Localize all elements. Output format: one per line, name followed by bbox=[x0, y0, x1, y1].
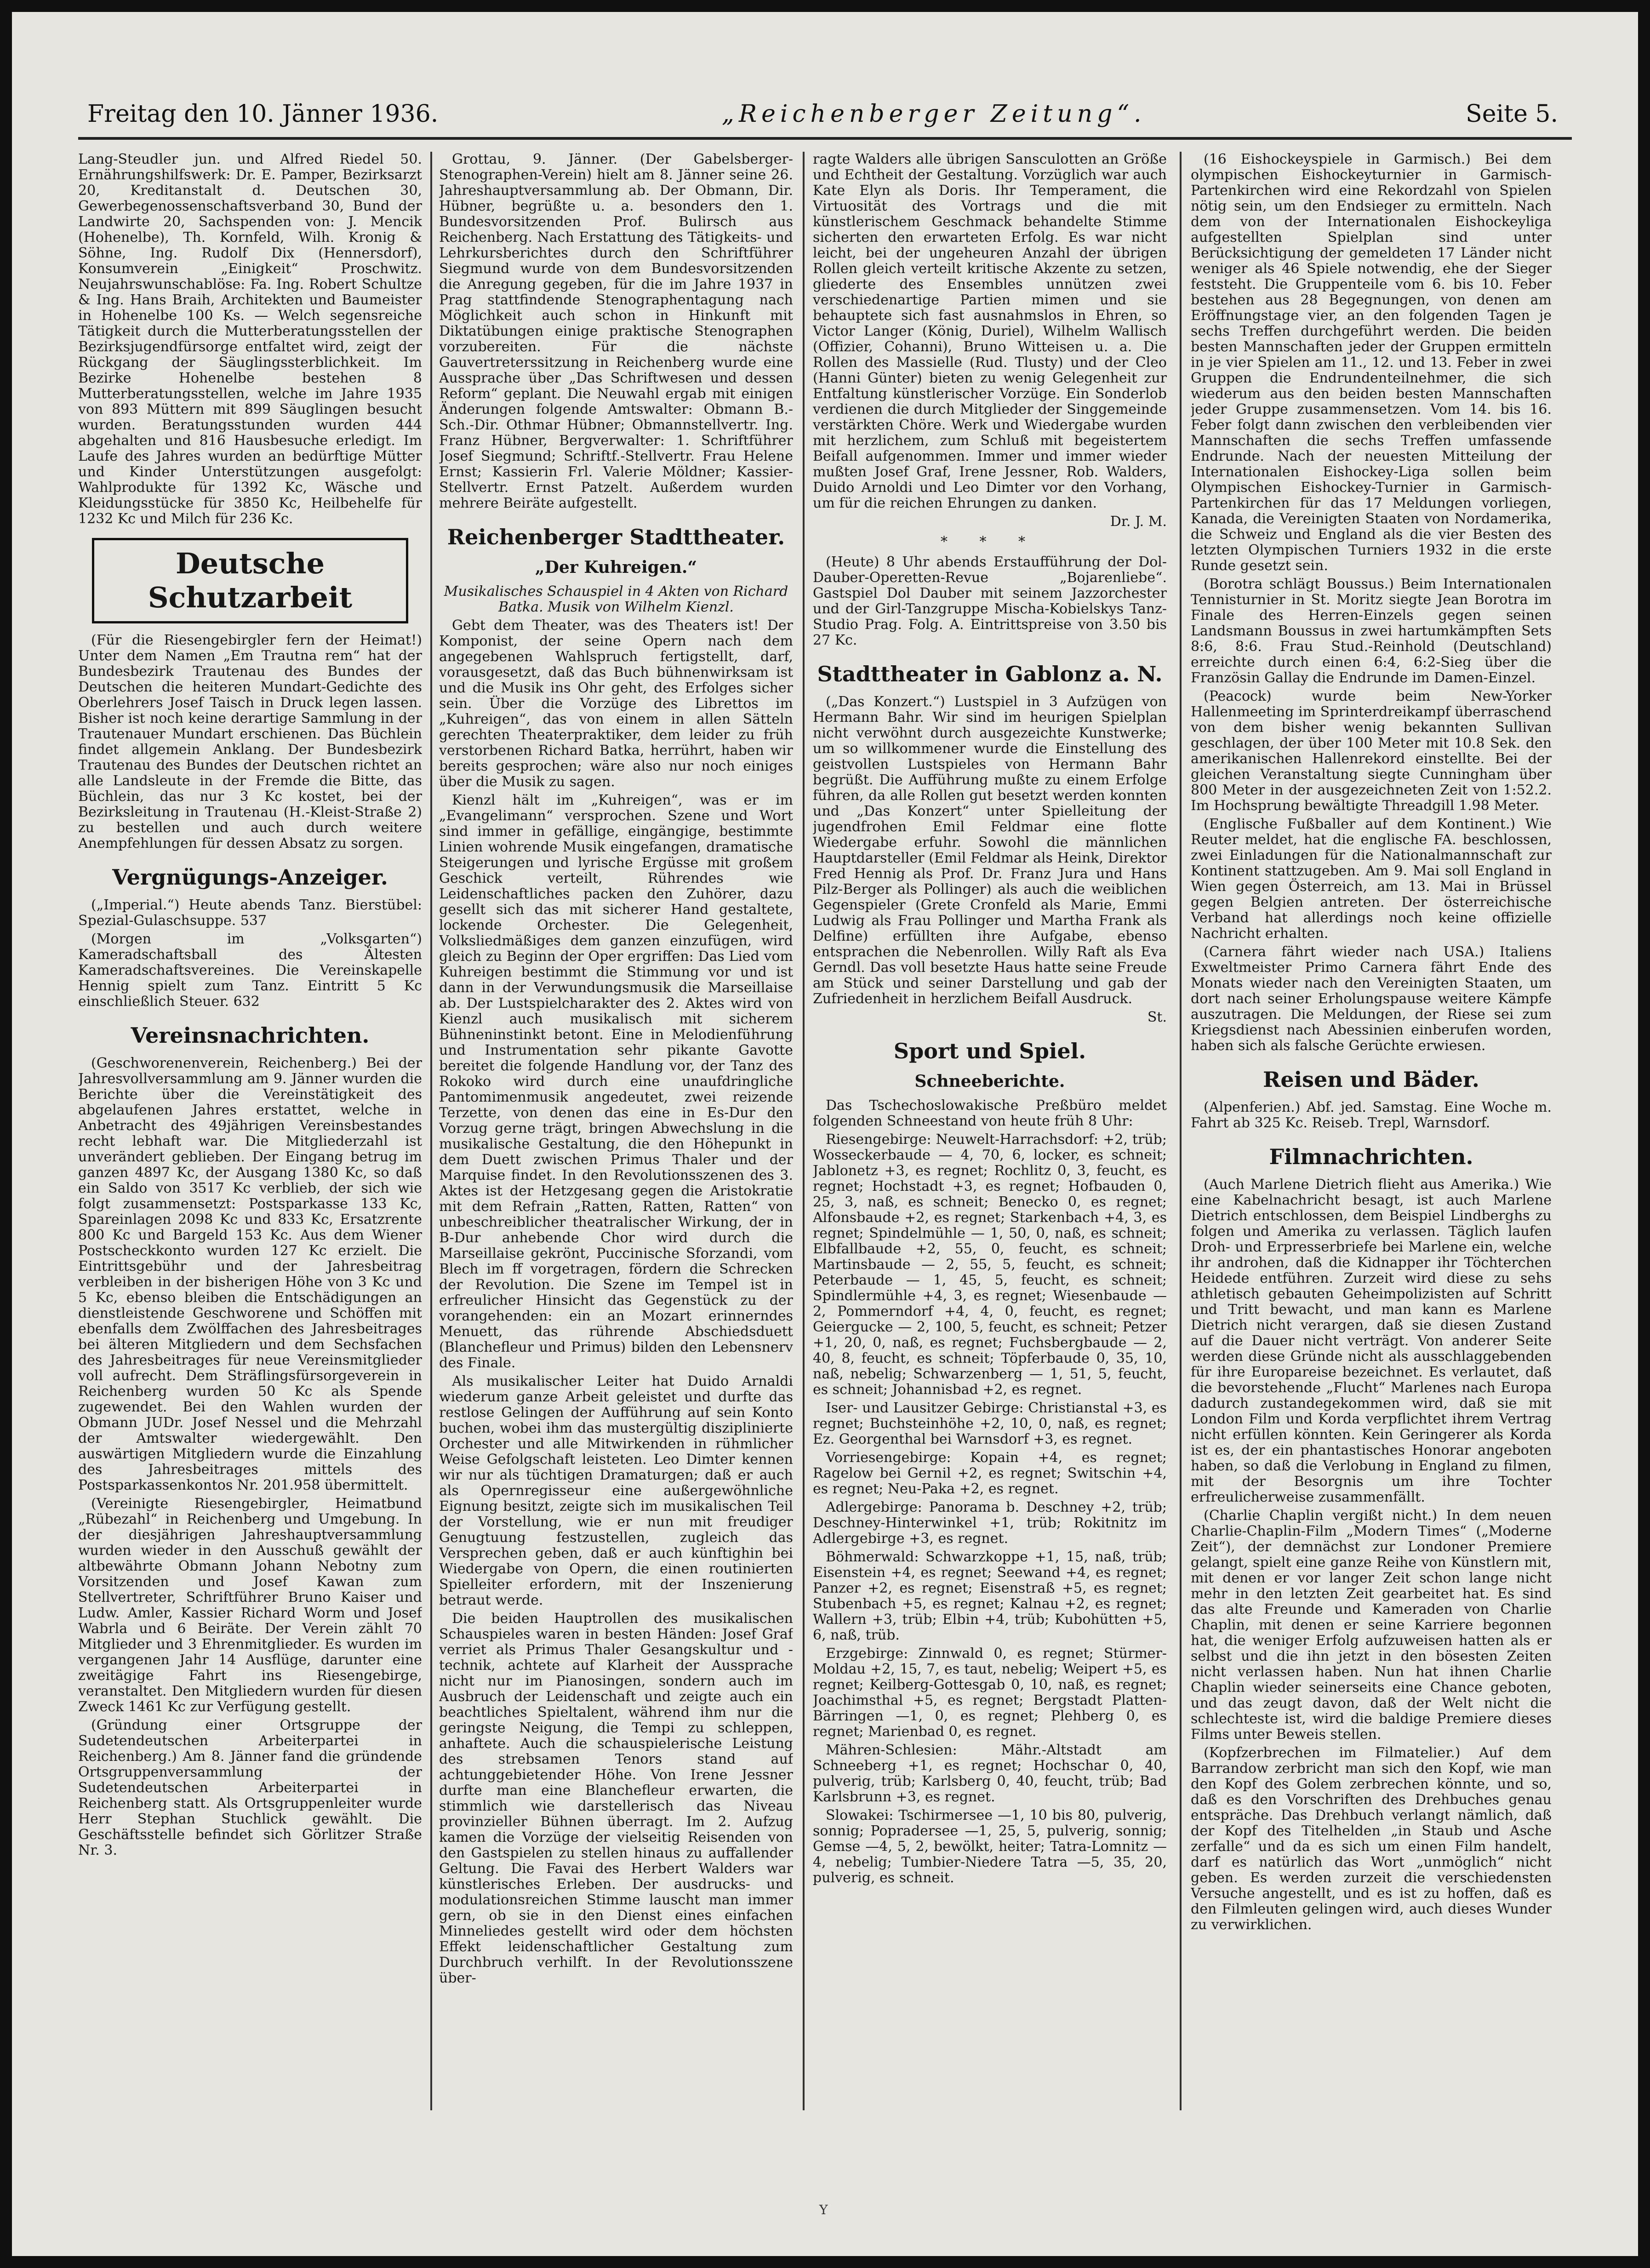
column-4 bbox=[1191, 152, 1552, 2110]
section-subheading: Schneeberichte. bbox=[914, 1072, 1065, 1091]
header-paper-name: „Reichenberger Zeitung“. bbox=[722, 100, 1146, 128]
article-paragraph: Als musikalischer Leiter hat Duido Arnaldi wiederum ganze Arbeit geleistet und durfte das restlose Gelingen der Aufführung auf sein Konto buchen, wobei ihm das mustergültig disziplinierte Orchester und alle Mitwirkenden in rühmlicher Weise Gefolgschaft leisteten. Leo Dimter kennen wir nur als tüchtigen Dramaturgen; daß er auch als Opernregisseur eine außergewöhnliche Eignung besitzt, zeigte sich im musikalischen Teil der Vorstellung, wie er nun mit freudiger Genugtuung festzustellen, zugleich das Versprechen geben, daß er auch künftighin bei Wiedergabe von Opern, die einen routinierten Spielleiter erfordern, mit der Inszenierung betraut werde. bbox=[439, 1373, 793, 1608]
snow-report: Iser- und Lausitzer Gebirge: Christianstal +3, es regnet; Buchsteinhöhe +2, 10, 0, naß, es regnet; Ez. Georgenthal bei Warnsdorf +3, es regnet. bbox=[813, 1400, 1167, 1447]
article-paragraph: („Das Konzert.“) Lustspiel in 3 Aufzügen von Hermann Bahr. Wir sind im heurigen Spielplan nicht verwöhnt durch ausgezeichte Kunstwerke; um so willkommener wurde die Einstellung des geistvollen Lustspieles von Hermann Bahr begrüßt. Die Aufführung mußte zu einem Erfolge führen, da alle Rollen gut besetzt werden konnten und „Das Konzert“ unter Spielleitung der jugendfrohen Emil Feldmar eine flotte Wiedergabe erfuhr. Sowohl die männlichen Hauptdarsteller (Emil Feldmar als Heink, Direktor Fred Hennig als Prof. Dr. Franz Jura und Hans Pilz-Berger als Pollinger) als auch die weiblichen Gegenspieler (Grete Cronfeld als Marie, Emmi Ludwig als Frau Pollinger und Martha Frank als Delfine) erfüllten ihre Aufgabe, ebenso entsprachen die Nebenrollen. Willy Raft als Eva Gerndl. Das voll besetzte Haus hatte seine Freude am Stück und seiner Darstellung und gab der Zufriedenheit in herzlichem Beifall Ausdruck. bbox=[813, 694, 1167, 1007]
article-paragraph: (Carnera fährt wieder nach USA.) Italiens Exweltmeister Primo Carnera fährt Ende des Monats wieder nach den Vereinigten Staaten, um dort nach seiner Erholungspause weitere Kämpfe auszutragen. Die Meldungen, der Riese sei zum Kriegsdienst nach Abessinien einberufen worden, haben sich als falsche Gerüchte erwiesen. bbox=[1191, 944, 1552, 1054]
snow-report: Slowakei: Tschirmersee —1, 10 bis 80, pulverig, sonnig; Popradersee —1, 25, 5, pulverig, sonnig; Gemse —4, 5, 2, bewölkt, heiter; Tatra-Lomnitz —4, nebelig; Tumbier-Niedere Tatra —5, 35, 20, pulverig, es schneit. bbox=[813, 1807, 1167, 1886]
section-heading: Filmnachrichten. bbox=[1269, 1144, 1473, 1169]
column-1 bbox=[78, 152, 422, 2110]
credit-line: Musikalisches Schauspiel in 4 Akten von Richard Batka. Musik von Wilhelm Kienzl. bbox=[444, 583, 788, 615]
article-paragraph: Das Tschechoslowakische Preßbüro meldet folgenden Schneestand von heute früh 8 Uhr: bbox=[813, 1097, 1167, 1129]
article-paragraph: (Charlie Chaplin vergißt nicht.) In dem neuen Charlie-Chaplin-Film „Modern Times“ („Moderne Zeit“), der demnächst zur Londoner Premiere gelangt, spielt eine ganze Reihe von Künstlern mit, mit denen er vor langer Zeit schon lange nicht mehr in den letzten Zeit gearbeitet hat. Es sind das alte Freunde und Kameraden von Charlie Chaplin, mit denen er seine Karriere begonnen hat, die weniger Erfolg aufzuweisen hatten als er selbst und die ihn jetzt in den bösesten Zeiten nicht verlassen haben. Nun hat ihnen Charlie Chaplin wieder seinerseits eine Chance geboten, und das zeugt davon, daß der Welt nicht die schlechteste ist, wird die baldige Premiere dieses Films unter Beweis stellen. bbox=[1191, 1508, 1552, 1742]
column-2 bbox=[439, 152, 793, 2110]
listing-paragraph: (Morgen im „Volksgarten“) Kameradschaftsball des Ältesten Kameradschaftsvereines. Die Vereinskapelle Hennig spielt zum Tanz. Eintritt 5 Kc einschließlich Steuer. 632 bbox=[78, 931, 422, 1010]
article-paragraph: (Englische Fußballer auf dem Kontinent.) Wie Reuter meldet, hat die englische FA. beschlossen, zwei Einladungen für die Nationalmannschaft zur Kontinent stattzugeben. Am 9. Mai soll England in Wien gegen Österreich, am 13. Mai in Brüssel gegen Belgien antreten. Der österreichische Verband hat allerdings noch keine offizielle Nachricht erhalten. bbox=[1191, 816, 1552, 942]
article-paragraph: (Peacock) wurde beim New-Yorker Hallenmeeting im Sprinterdreikampf überraschend von dem bisher wenig bekannten Sullivan geschlagen, der über 100 Meter mit 10.8 Sek. den amerikanischen Hallenrekord einstellte. Bei der gleichen Veranstaltung siegte Cunningham über 800 Meter in der ausgezeichneten Zeit von 1:52.2. Im Hochsprung bewältigte Threadgill 1.98 Meter. bbox=[1191, 688, 1552, 814]
article-paragraph: (Für die Riesengebirgler fern der Heimat!) Unter dem Namen „Em Trautna rem“ hat der Bundesbezirk Trautenau des Bundes der Deutschen die heiteren Mundart-Gedichte des Oberlehrers Josef Taisch in Druck legen lassen. Bisher ist noch keine derartige Sammlung in der Trautenauer Mundart erschienen. Das Büchlein findet allgemein Anklang. Der Bundesbezirk Trautenau des Bundes der Deutschen richtet an alle Landsleute in der Fremde die Bitte, das Büchlein, das nur 3 Kc kostet, bei der Bezirksleitung in Trautenau (H.-Kleist-Straße 2) zu bestellen und auch durch weitere Anempfehlungen für dessen Absatz zu sorgen. bbox=[78, 632, 422, 851]
author-signature: St. bbox=[1147, 1009, 1167, 1025]
snow-report: Erzgebirge: Zinnwald 0, es regnet; Stürmer-Moldau +2, 15, 7, es taut, nebelig; Weipert +5, es regnet; Keilberg-Gottesgab 0, 10, naß, es regnet; Joachimsthal +5, es regnet; Bergstadt Platten-Bärringen —1, 0, es regnet; Plehberg 0, es regnet; Marienbad 0, es regnet. bbox=[813, 1645, 1167, 1740]
header-rule bbox=[78, 137, 1572, 140]
author-signature: Dr. J. M. bbox=[1110, 514, 1167, 530]
article-paragraph: (Alpenferien.) Abf. jed. Samstag. Eine Woche m. Fahrt ab 325 Kc. Reiseb. Trepl, Warnsdorf. bbox=[1191, 1099, 1552, 1131]
snow-report: Mähren-Schlesien: Mähr.-Altstadt am Schneeberg +1, es regnet; Hochschar 0, 40, pulverig, trüb; Karlsberg 0, 40, feucht, trüb; Bad Karlsbrunn +3, es regnet. bbox=[813, 1742, 1167, 1805]
article-paragraph: Kienzl hält im „Kuhreigen“, was er im „Evangelimann“ versprochen. Szene und Wort sind immer in gefällige, eingängige, bestimmte Linien wohrende Musik eingefangen, dramatische Steigerungen und lyrische Ergüsse mit großem Geschick verteilt, Rührendes wie Leidenschaftliches packen den Zuhörer, dazu gesellt sich das mit sicherer Hand gestaltete, lockende Orchester. Die Gelegenheit, Volksliedmäßiges dem ganzen einzufügen, wird gleich zu Beginn der Oper ergriffen: Das Lied vom Kuhreigen bestimmt die Stimmung vor und ist dann in der Verwundungsmusik die Marseillaise ab. Der Lustspielcharakter des 2. Aktes wird von Kienzl auch musikalisch mit sicherem Bühneninstinkt betont. Eine in Melodienführung und Instrumentation sehr pikante Gavotte bereitet die folgende Handlung vor, der Tanz des Rokoko wird durch eine unaufdringliche Pantomimenmusik angedeutet, zwei reizende Terzette, von denen das eine in Es-Dur den Vorzug gerne trägt, bringen Abwechslung in die musikalische Gestaltung, die den Höhepunkt in dem Duett zwischen Primus Thaler und der Marquise findet. In den Revolutionsszenen des 3. Aktes ist der Hetzgesang gegen die Aristokratie mit dem Refrain „Ratten, Ratten, Ratten“ von unbeschreiblicher theatralischer Wirkung, der in B-Dur anhebende Chor wird durch die Marseillaise gekrönt, Puccinische Sforzandi, vom Blech im ff vorgetragen, fördern die Schrecken der Revolution. Die Szene im Tempel ist in erfreulicher Hinsicht das Gegenstück zu der vorangehenden: ein an Mozart erinnerndes Menuett, das rührende Abschiedsduett (Blanchefleur und Primus) bilden den Lebensnerv des Finale. bbox=[439, 792, 793, 1371]
section-heading: Stadttheater in Gablonz a. N. bbox=[817, 662, 1163, 686]
footer-mark: Y bbox=[819, 2202, 828, 2217]
article-paragraph: (Vereinigte Riesengebirgler, Heimatbund „Rübezahl“ in Reichenberg und Umgebung. In der diesjährigen Jahreshauptversammlung wurden wieder in den Ausschuß gewählt der altbewährte Obmann Johann Nebotny zum Vorsitzenden und Josef Kawan zum Stellvertreter, Schriftführer Bruno Kaiser und Ludw. Amler, Kassier Richard Worm und Josef Wabrla und 6 Beiräte. Der Verein zählt 70 Mitglieder und 3 Ehrenmitglieder. Es wurden im vergangenen Jahr 14 Ausflüge, darunter eine zweitägige Fahrt ins Riesengebirge, veranstaltet. Den Mitgliedern wurden für diesen Zweck 1461 Kc zur Verfügung gestellt. bbox=[78, 1496, 422, 1715]
section-heading: Vereinsnachrichten. bbox=[131, 1023, 370, 1048]
article-paragraph: Gebt dem Theater, was des Theaters ist! Der Komponist, der seine Opern nach dem angegebenen Wahlspruch fertigstellt, darf, vorausgesetzt, daß das Buch bühnenwirksam ist und die Musik ins Ohr geht, des Erfolges sicher sein. Über die Vorzüge des Librettos im „Kuhreigen“, das von einem in allen Sätteln gerechten Theaterpraktiker, dem leider zu früh verstorbenen Richard Batka, herrührt, haben wir bereits gesprochen; wäre also nur noch einiges über die Musik zu sagen. bbox=[439, 617, 793, 790]
snow-report: Adlergebirge: Panorama b. Deschney +2, trüb; Deschney-Hinterwinkel +1, trüb; Rokitnitz im Adlergebirge +3, es regnet. bbox=[813, 1499, 1167, 1547]
column-divider bbox=[803, 152, 805, 2110]
section-heading: Sport und Spiel. bbox=[893, 1039, 1086, 1063]
article-paragraph: (Geschworenenverein, Reichenberg.) Bei der Jahresvollversammlung am 9. Jänner wurden die Berichte über die Vereinstätigkeit des abgelaufenen Jahres erstattet, welche in Anbetracht des 49jährigen Vereinsbestandes recht lebhaft war. Die Mitgliederzahl ist unverändert geblieben. Der Eingang betrug im ganzen 4897 Kc, der Ausgang 1380 Kc, so daß ein Saldo von 3517 Kc verblieb, der sich wie folgt zusammensetzt: Postsparkasse 133 Kc, Spareinlagen 2098 Kc und 833 Kc, Ersatzrente 800 Kc und Bargeld 153 Kc. Aus dem Wiener Postscheckkonto wurden 127 Kc erzielt. Die Eintrittsgebühr und der Jahresbeitrag verbleiben in der bisherigen Höhe von 3 Kc und 5 Kc, ebenso bleiben die Entschädigungen an dienstleistende Geschworene und Schöffen mit ebenfalls dem Zwölffachen des Jahresbeitrages bei älteren Mitgliedern und dem Sechsfachen des Jahresbeitrages für neue Vereinsmitglieder voll aufrecht. Dem Sträflingsfürsorgeverein in Reichenberg wurden 50 Kc als Spende zugewendet. Bei den Wahlen wurden der Obmann JUDr. Josef Nessel und die Mehrzahl der Amtswalter wiedergewählt. Den auswärtigen Mitgliedern wurde die Einzahlung des Jahresbeitrages mittels des Postsparkassenkontos Nr. 201.958 übermittelt. bbox=[78, 1055, 422, 1493]
header-page-number: Seite 5. bbox=[1466, 100, 1558, 128]
column-3 bbox=[813, 152, 1167, 2110]
separator-stars: * * * bbox=[940, 534, 1039, 550]
article-paragraph: (16 Eishockeyspiele in Garmisch.) Bei dem olympischen Eishockeyturnier in Garmisch-Partenkirchen wird eine Rekordzahl von Spielen nötig sein, um den Endsieger zu ermitteln. Nach dem von der Internationalen Eishockeyliga aufgestellten Spielplan sind unter Berücksichtigung der gemeldeten 17 Länder nicht weniger als 46 Spiele notwendig, ehe der Sieger feststeht. Die Gruppenteile vom 6. bis 10. Feber bestehen aus 28 Begegnungen, von denen am Eröffnungstage vier, an den folgenden Tagen je sechs Treffen durchgeführt werden. Die beiden besten Mannschaften jeder der Gruppen ermitteln in je vier Spielen am 11., 12. und 13. Feber in zwei Gruppen die Endrundenteilnehmer, die sich wiederum aus den beiden besten Mannschaften jeder Gruppe zusammensetzen. Vom 14. bis 16. Feber folgt dann zwischen den verbleibenden vier Mannschaften die sechs Treffen umfassende Endrunde. Nach der neuesten Mitteilung der Internationalen Eishockey-Liga sollen beim Olympischen Eishockey-Turnier in Garmisch-Partenkirchen für das 17 Meldungen vorliegen, Kanada, die Vereinigten Staaten von Nordamerika, die Schweiz und England als die vier Besten des letzten Olympischen Turniers 1932 in die erste Runde gesetzt sein. bbox=[1191, 152, 1552, 574]
section-box-heading: Deutsche Schutzarbeit bbox=[92, 538, 408, 623]
snow-report: Vorriesengebirge: Kopain +4, es regnet; Ragelow bei Gernil +2, es regnet; Switschin +4, es regnet; Neu-Paka +2, es regnet. bbox=[813, 1450, 1167, 1497]
snow-report: Böhmerwald: Schwarzkoppe +1, 15, naß, trüb; Eisenstein +4, es regnet; Seewand +4, es regnet; Panzer +2, es regnet; Eisenstraß +5, es regnet; Stubenbach +5, es regnet; Kalnau +2, es regnet; Wallern +3, trüb; Elbin +4, trüb; Kubohütten +5, 6, naß, trüb. bbox=[813, 1549, 1167, 1643]
page-header bbox=[87, 100, 1558, 136]
article-paragraph: (Heute) 8 Uhr abends Erstaufführung der Dol-Dauber-Operetten-Revue „Bojarenliebe“. Gastspiel Dol Dauber mit seinem Jazzorchester und der Girl-Tanzgruppe Mischa-Kobielskys Tanz-Studio Prag. Folg. A. Eintrittspreise von 3.50 bis 27 Kc. bbox=[813, 554, 1167, 648]
article-paragraph: (Auch Marlene Dietrich flieht aus Amerika.) Wie eine Kabelnachricht besagt, ist auch Marlene Dietrich entschlossen, dem Beispiel Lindberghs zu folgen und Amerika zu verlassen. Täglich laufen Droh- und Erpresserbriefe bei Marlene ein, welche ihr androhen, daß die Kidnapper ihr Töchterchen Heidede entführen. Zurzeit wird diese zu sehs athletisch gebauten Geheimpolizisten auf Schritt und Tritt bewacht, und man kann es Marlene Dietrich nicht verargen, daß sie diesen Zustand auf die Dauer nicht verträgt. Von anderer Seite werden diese Gründe nicht als ausschlaggebenden für ihre Europareise bezeichnet. Es verlautet, daß die bevorstehende „Flucht“ Marlenes nach Europa dadurch zustandegekommen wird, daß sie mit London Film und Korda verpflichtet ihrem Vertrag nicht erfüllen könnten. Kein Geringerer als Korda ist es, der ein phantastisches Honorar angeboten haben, so daß die Verlobung in England zu filmen, mit der Besorgnis um ihre Tochter erfreulicherweise zusammenfällt. bbox=[1191, 1177, 1552, 1505]
section-heading: Reisen und Bäder. bbox=[1263, 1067, 1479, 1092]
article-paragraph: (Borotra schlägt Boussus.) Beim Internationalen Tennisturnier in St. Moritz siegte Jean Borotra im Finale des Herren-Einzels gegen seinen Landsmann Boussus in zwei hartumkämpften Sets 8:6, 8:6. Frau Stud.-Reinhold (Deutschland) erreichte durch einen 6:4, 6:2-Sieg über die Französin Gallay die Endrunde im Damen-Einzel. bbox=[1191, 576, 1552, 686]
section-heading: Vergnügungs-Anzeiger. bbox=[112, 865, 388, 890]
snow-report: Riesengebirge: Neuwelt-Harrachsdorf: +2, trüb; Wosseckerbaude — 4, 70, 6, locker, es schneit; Jablonetz +3, es regnet; Rochlitz 0, 3, feucht, es regnet; Hochstadt +3, es regnet; Hofbauden 0, 25, 3, naß, es schneit; Benecko 0, es regnet; Alfonsbaude +2, es regnet; Starkenbach +4, 3, es regnet; Spindelmühle — 1, 50, 0, naß, es schneit; Elbfallbaude +2, 55, 0, feucht, es schneit; Martinsbaude — 2, 55, 5, feucht, es schneit; Peterbaude — 1, 45, 5, feucht, es schneit; Spindlermühle +4, 3, es regnet; Wiesenbaude — 2, Pommerndorf +4, 4, 0, feucht, es regnet; Geiergucke — 2, 100, 5, feucht, es schneit; Petzer +1, 20, 0, naß, es regnet; Fuchsbergbaude — 2, 40, 8, feucht, es schneit; Töpferbaude 0, 35, 10, naß, nebelig; Schwarzenberg — 1, 51, 5, feucht, es schneit; Johannisbad +2, es regnet. bbox=[813, 1131, 1167, 1398]
article-paragraph: Grottau, 9. Jänner. (Der Gabelsberger-Stenographen-Verein) hielt am 8. Jänner seine 26. Jahreshauptversammlung ab. Der Obmann, Dir. Hübner, begrüßte u. a. besonders den 1. Bundesvorsitzenden Prof. Bulirsch aus Reichenberg. Nach Erstattung des Tätigkeits- und Lehrkursberichtes durch den Schriftführer Siegmund wurde von dem Bundesvorsitzenden die Anregung gegeben, für die im Jahre 1937 in Prag stattfindende Stenographentagung nach Möglichkeit auch schon in Hinkunft mit Diktatübungen einige praktische Stenographen vorzubereiten. Für die nächste Gauvertreterssitzung in Reichenberg wurde eine Aussprache über „Das Schriftwesen und dessen Reform“ geplant. Die Neuwahl ergab mit einigen Änderungen folgende Amtswalter: Obmann B.-Sch.-Dir. Othmar Hübner; Obmannstellvertr. Ing. Franz Hübner, Bergverwalter: 1. Schriftführer Josef Siegmund; Schriftf.-Stellvertr. Frau Helene Ernst; Kassierin Frl. Valerie Möldner; Kassier-Stellvertr. Ernst Patzelt. Außerdem wurden mehrere Beiräte aufgestellt. bbox=[439, 152, 793, 511]
header-date: Freitag den 10. Jänner 1936. bbox=[87, 100, 439, 128]
listing-paragraph: („Imperial.“) Heute abends Tanz. Bierstübel: Spezial-Gulaschsuppe. 537 bbox=[78, 897, 422, 929]
article-paragraph: Lang-Steudler jun. und Alfred Riedel 50. Ernährungshilfswerk: Dr. E. Pamper, Bezirksarzt 20, Kreditanstalt d. Deutschen 30, Gewerbegenossenschaftsverband 30, Bund der Landwirte 20, Sachspenden von: J. Mencik (Hohenelbe), Th. Kornfeld, Wilh. Kronig & Söhne, Ing. Rudolf Dix (Hennersdorf), Konsumverein „Einigkeit“ Proschwitz. Neujahrswunschablöse: Fa. Ing. Robert Schultze & Ing. Hans Braih, Architekten und Baumeister in Hohenelbe 100 Ks. — Welch segensreiche Tätigkeit durch die Mutterberatungsstellen der Bezirksjugendfürsorge entfaltet wird, zeigt der Rückgang der Säuglingssterblichkeit. Im Bezirke Hohenelbe bestehen 8 Mutterberatungsstellen, welche im Jahre 1935 von 893 Müttern mit 899 Säuglingen besucht wurden. Beratungsstunden wurden 444 abgehalten und 816 Hausbesuche erledigt. Im Laufe des Jahres wurden an bedürftige Mütter und Kinder Unterstützungen ausgefolgt: Wahlprodukte für 1392 Kc, Wäsche und Kleidungsstücke für 3850 Kc, Heilbehelfe für 1232 Kc und Milch für 236 Kc. bbox=[78, 152, 422, 527]
article-paragraph: (Gründung einer Ortsgruppe der Sudetendeutschen Arbeiterpartei in Reichenberg.) Am 8. Jänner fand die gründende Ortsgruppenversammlung der Sudetendeutschen Arbeiterpartei in Reichenberg statt. Als Ortsgruppenleiter wurde Herr Stephan Stuchlick gewählt. Die Geschäftsstelle befindet sich Görlitzer Straße Nr. 3. bbox=[78, 1717, 422, 1858]
article-paragraph: Die beiden Hauptrollen des musikalischen Schauspieles waren in besten Händen: Josef Graf verriet als Primus Thaler Gesangskultur und -technik, achtete auf Klarheit der Aussprache nicht nur im Pianosingen, sondern auch im Ausbruch der Leidenschaft und zeigte auch ein beachtliches Spieltalent, während ihm nur die geringste Neigung, die Tempi zu schleppen, anhaftete. Auch die schauspielerische Leistung des strebsamen Tenors stand auf achtunggebietender Höhe. Von Irene Jessner durfte man eine Blanchefleur erwarten, die stimmlich wie darstellerisch das Niveau provinzieller Bühnen überragt. Im 2. Aufzug kamen die Vorzüge der vielseitig Reisenden von den Gastspielen zu stellen hinaus zu auffallender Geltung. Die Favai des Herbert Walders war künstlerisches Erleben. Der ausdrucks- und modulationsreichen Stimme lauscht man immer gern, ob sie in den Dienst eines einfachen Minneliedes gestellt wird oder dem höchsten Effekt leidenschaftlicher Gestaltung zum Durchbruch verhilft. In der Revolutionsszene über- bbox=[439, 1611, 793, 1986]
section-heading: Reichenberger Stadttheater. bbox=[447, 525, 785, 549]
section-subheading: „Der Kuhreigen.“ bbox=[535, 558, 697, 577]
column-divider bbox=[1180, 152, 1182, 2110]
column-divider bbox=[430, 152, 432, 2110]
article-paragraph: (Kopfzerbrechen im Filmatelier.) Auf dem Barrandow zerbricht man sich den Kopf, wie man den Kopf des Golem zerbrechen könnte, und so, daß es den Vorschriften des Drehbuches genau entspräche. Das Drehbuch verlangt nämlich, daß der Kopf des Titelhelden „in Staub und Asche zerfalle“ und da es sich um einen Film handelt, darf es natürlich das Wort „unmöglich“ nicht geben. Es werden zurzeit die verschiedensten Versuche angestellt, und es ist zu hoffen, daß es den Filmleuten gelingen wird, auch dieses Wunder zu verwirklichen. bbox=[1191, 1745, 1552, 1933]
article-paragraph: ragte Walders alle übrigen Sansculotten an Größe und Echtheit der Gestaltung. Vorzüglich war auch Kate Elyn als Doris. Ihr Temperament, die Virtuosität des Vortrags und die mit künstlerischem Geschmack behandelte Stimme sicherten den erwarteten Erfolg. Es war nicht leicht, bei der ungeheuren Anzahl der übrigen Rollen gleich verteilt kritische Akzente zu setzen, gliederte des Ensembles unnützen zwei verschiedenartige Partien mimen und sie behauptete sich fast ausnahmslos in Ehren, so Victor Langer (König, Duriel), Wilhelm Wallisch (Offizier, Cohanni), Bruno Witteisen u. a. Die Rollen des Massielle (Rud. Tlusty) und der Cleo (Hanni Günter) bieten zu wenig Gelegenheit zur Entfaltung künstlerischer Vorzüge. Ein Sonderlob verdienen die durch Mitglieder der Singgemeinde verstärkten Chöre. Werk und Wiedergabe wurden mit herzlichem, zum Schluß mit begeistertem Beifall aufgenommen. Immer und immer wieder mußten Josef Graf, Irene Jessner, Rob. Walders, Duido Arnoldi und Leo Dimter vor den Vorhang, um für die reichen Ehrungen zu danken. bbox=[813, 152, 1167, 511]
